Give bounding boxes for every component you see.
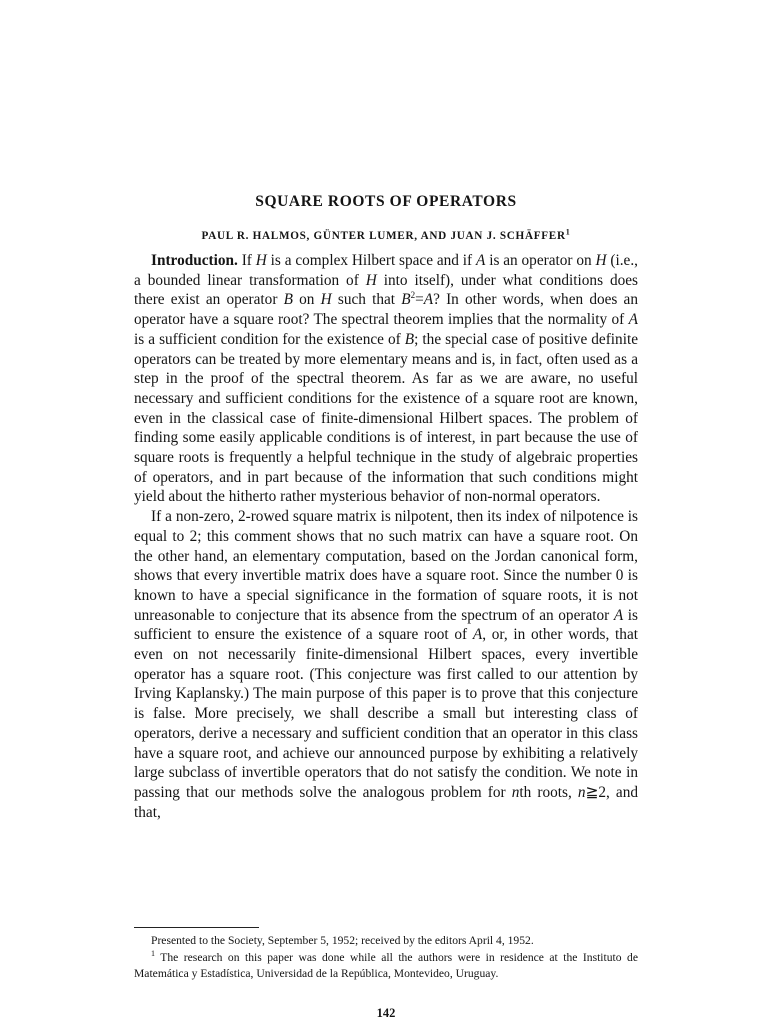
paper-page [134,0,638,1024]
page-number: 142 [376,1006,396,1020]
paper-title: SQUARE ROOTS OF OPERATORS [255,193,517,210]
footnote-1 [134,950,638,983]
footnotes [134,933,638,983]
footnote-rule [134,927,259,928]
introduction-heading: Introduction. [151,252,238,269]
article-body [134,251,638,822]
author-line [134,227,638,242]
footnote-1-text: The research on this paper was done while all the authors were in residence at the Instituto de Matemática y Estadística, Universidad de la República, Montevideo, Uruguay. [134,950,638,980]
author-footnote-mark: 1 [565,227,571,237]
author-names: PAUL R. HALMOS, GÜNTER LUMER, AND JUAN J. SCHÄFFER [201,230,566,242]
conjecture-paragraph: If a non-zero, 2-rowed square matrix is nilpotent, then its index of nilpotence is equal to 2; this comment shows that no such matrix can have a square root. On the other hand, an elementary computation, based on the Jordan canonical form, shows that every invertible matrix does have a square root. Since the number 0 is known to have a special significance in the formation of square roots, it is not unreasonable to conjecture that its absence from the spectrum of an operator A is sufficient to ensure the existence of a square root of A, or, in other words, that even on not necessarily finite-dimensional Hilbert spaces, every invertible operator has a square root. (This conjecture was first called to our attention by Irving Kaplansky.) The main purpose of this paper is to prove that this conjecture is false. More precisely, we shall describe a small but interesting class of operators, derive a necessary and sufficient condition that an operator in this class have a square root, and achieve our announced purpose by exhibiting a relatively large subclass of invertible operators that do not satisfy the condition. We note in passing that our methods solve the analogous problem for nth roots, n≧2, and that, [134,508,638,821]
introduction-paragraph: Introduction. If H is a complex Hilbert space and if A is an operator on H (i.e., a bounded linear transformation of H into itself), under what conditions does there exist an operator B on H such that $B^2=A$? In other words, when does an operator have a square root? The spectral theorem implies that the normality of A is a sufficient condition for the existence of B; the special case of positive definite operators can be treated by more elementary means and is, in fact, often used as a step in the proof of the spectral theorem. As far as we are aware, no useful necessary and sufficient conditions for the existence of a square root are known, even in the classical case of finite-dimensional Hilbert spaces. The problem of finding some easily applicable conditions is of interest, in part because the use of square roots is frequently a helpful technique in the study of algebraic properties of operators, and in part because of the information that such conditions might yield about the hitherto rather mysterious behavior of non-normal operators. [134,252,638,506]
presented-note: Presented to the Society, September 5, 1952; received by the editors April 4, 1952. [151,934,534,947]
footnote-1-mark: 1 [151,948,155,958]
